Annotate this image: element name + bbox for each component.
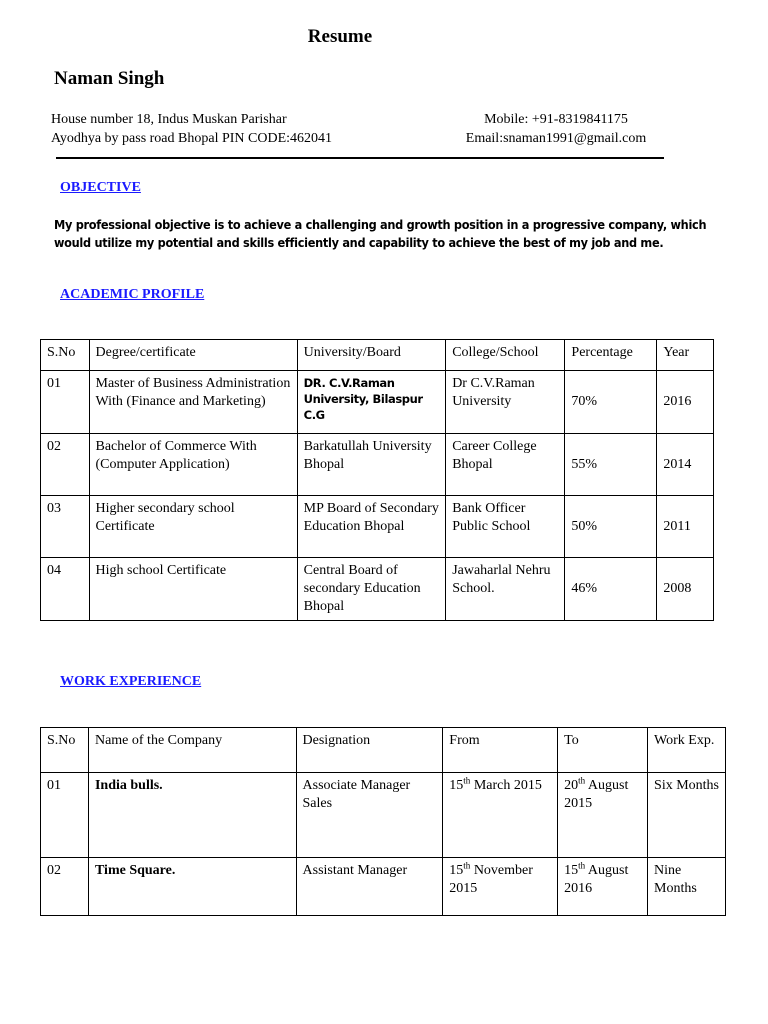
column-header: University/Board xyxy=(297,340,446,371)
table-header-row xyxy=(41,340,714,371)
table-row xyxy=(41,858,726,916)
serial-cell: 02 xyxy=(41,434,90,496)
objective-heading: OBJECTIVE xyxy=(60,180,141,195)
address-block xyxy=(51,110,332,148)
college-cell: Dr C.V.Raman University xyxy=(446,371,565,434)
college-cell: Career College Bhopal xyxy=(446,434,565,496)
to-day: 15 xyxy=(564,863,579,878)
column-header: Percentage xyxy=(565,340,657,371)
college-cell: Jawaharlal Nehru School. xyxy=(446,558,565,621)
company-cell: India bulls. xyxy=(88,773,296,858)
to-ordinal: th xyxy=(578,860,586,871)
designation-cell: Assistant Manager xyxy=(296,858,443,916)
resume-title: Resume xyxy=(307,26,373,47)
year-cell: 2011 xyxy=(657,496,714,558)
serial-cell: 01 xyxy=(41,371,90,434)
from-ordinal: th xyxy=(463,860,471,871)
email-address: Email:snaman1991@gmail.com xyxy=(465,131,647,146)
column-header: Name of the Company xyxy=(88,728,296,773)
objective-text: My professional objective is to achieve a challenging and growth position in a progressive company, which would utilize my potential and skills efficiently and capability to achieve the best of my job and me. xyxy=(54,217,707,250)
to-day: 20 xyxy=(564,778,579,793)
column-header: From xyxy=(443,728,558,773)
serial-cell: 02 xyxy=(41,858,89,916)
table-row xyxy=(41,434,714,496)
percentage-cell: 55% xyxy=(565,434,657,496)
from-month-year: November 2015 xyxy=(449,863,533,896)
column-header: To xyxy=(558,728,648,773)
percentage-cell: 46% xyxy=(565,558,657,621)
company-cell: Time Square. xyxy=(88,858,296,916)
column-header: Work Exp. xyxy=(648,728,726,773)
from-day: 15 xyxy=(449,863,464,878)
degree-cell: Bachelor of Commerce With (Computer Application) xyxy=(89,434,297,496)
academic-profile-table xyxy=(40,339,714,621)
to-month-year: August 2015 xyxy=(564,778,629,811)
from-date-cell xyxy=(443,858,558,916)
serial-cell: 03 xyxy=(41,496,90,558)
address-line-2: Ayodhya by pass road Bhopal PIN CODE:462041 xyxy=(51,131,333,146)
column-header: College/School xyxy=(446,340,565,371)
degree-cell: Higher secondary school Certificate xyxy=(89,496,297,558)
column-header: S.No xyxy=(41,728,89,773)
work-experience-table xyxy=(40,727,726,916)
university-cell: Barkatullah University Bhopal xyxy=(297,434,446,496)
mobile-number: Mobile: +91-8319841175 xyxy=(484,112,628,127)
university-cell: Central Board of secondary Education Bhopal xyxy=(297,558,446,621)
table-header-row xyxy=(41,728,726,773)
degree-cell: High school Certificate xyxy=(89,558,297,621)
college-cell: Bank Officer Public School xyxy=(446,496,565,558)
work-experience-heading: WORK EXPERIENCE xyxy=(60,674,202,689)
header-divider xyxy=(56,157,664,159)
percentage-cell: 70% xyxy=(565,371,657,434)
column-header: Designation xyxy=(296,728,443,773)
column-header: Year xyxy=(657,340,714,371)
column-header: Degree/certificate xyxy=(89,340,297,371)
from-date-cell xyxy=(443,773,558,858)
percentage-cell: 50% xyxy=(565,496,657,558)
serial-cell: 04 xyxy=(41,558,90,621)
university-cell: MP Board of Secondary Education Bhopal xyxy=(297,496,446,558)
from-month-year: March 2015 xyxy=(470,778,542,793)
column-header: S.No xyxy=(41,340,90,371)
table-row xyxy=(41,558,714,621)
table-row xyxy=(41,773,726,858)
serial-cell: 01 xyxy=(41,773,89,858)
from-ordinal: th xyxy=(463,775,471,786)
candidate-name: Naman Singh xyxy=(54,68,165,89)
academic-profile-heading: ACADEMIC PROFILE xyxy=(60,287,205,302)
to-ordinal: th xyxy=(578,775,586,786)
table-row xyxy=(41,496,714,558)
degree-cell: Master of Business Administration With (Finance and Marketing) xyxy=(89,371,297,434)
year-cell: 2014 xyxy=(657,434,714,496)
contact-block xyxy=(456,110,656,148)
university-cell: DR. C.V.Raman University, Bilaspur C.G xyxy=(297,371,446,434)
designation-cell: Associate Manager Sales xyxy=(296,773,443,858)
work-exp-cell: Six Months xyxy=(648,773,726,858)
work-exp-cell: Nine Months xyxy=(648,858,726,916)
table-row xyxy=(41,371,714,434)
year-cell: 2016 xyxy=(657,371,714,434)
to-date-cell xyxy=(558,773,648,858)
from-day: 15 xyxy=(449,778,464,793)
to-date-cell xyxy=(558,858,648,916)
year-cell: 2008 xyxy=(657,558,714,621)
address-line-1: House number 18, Indus Muskan Parishar xyxy=(51,112,287,127)
to-month-year: August 2016 xyxy=(564,863,629,896)
